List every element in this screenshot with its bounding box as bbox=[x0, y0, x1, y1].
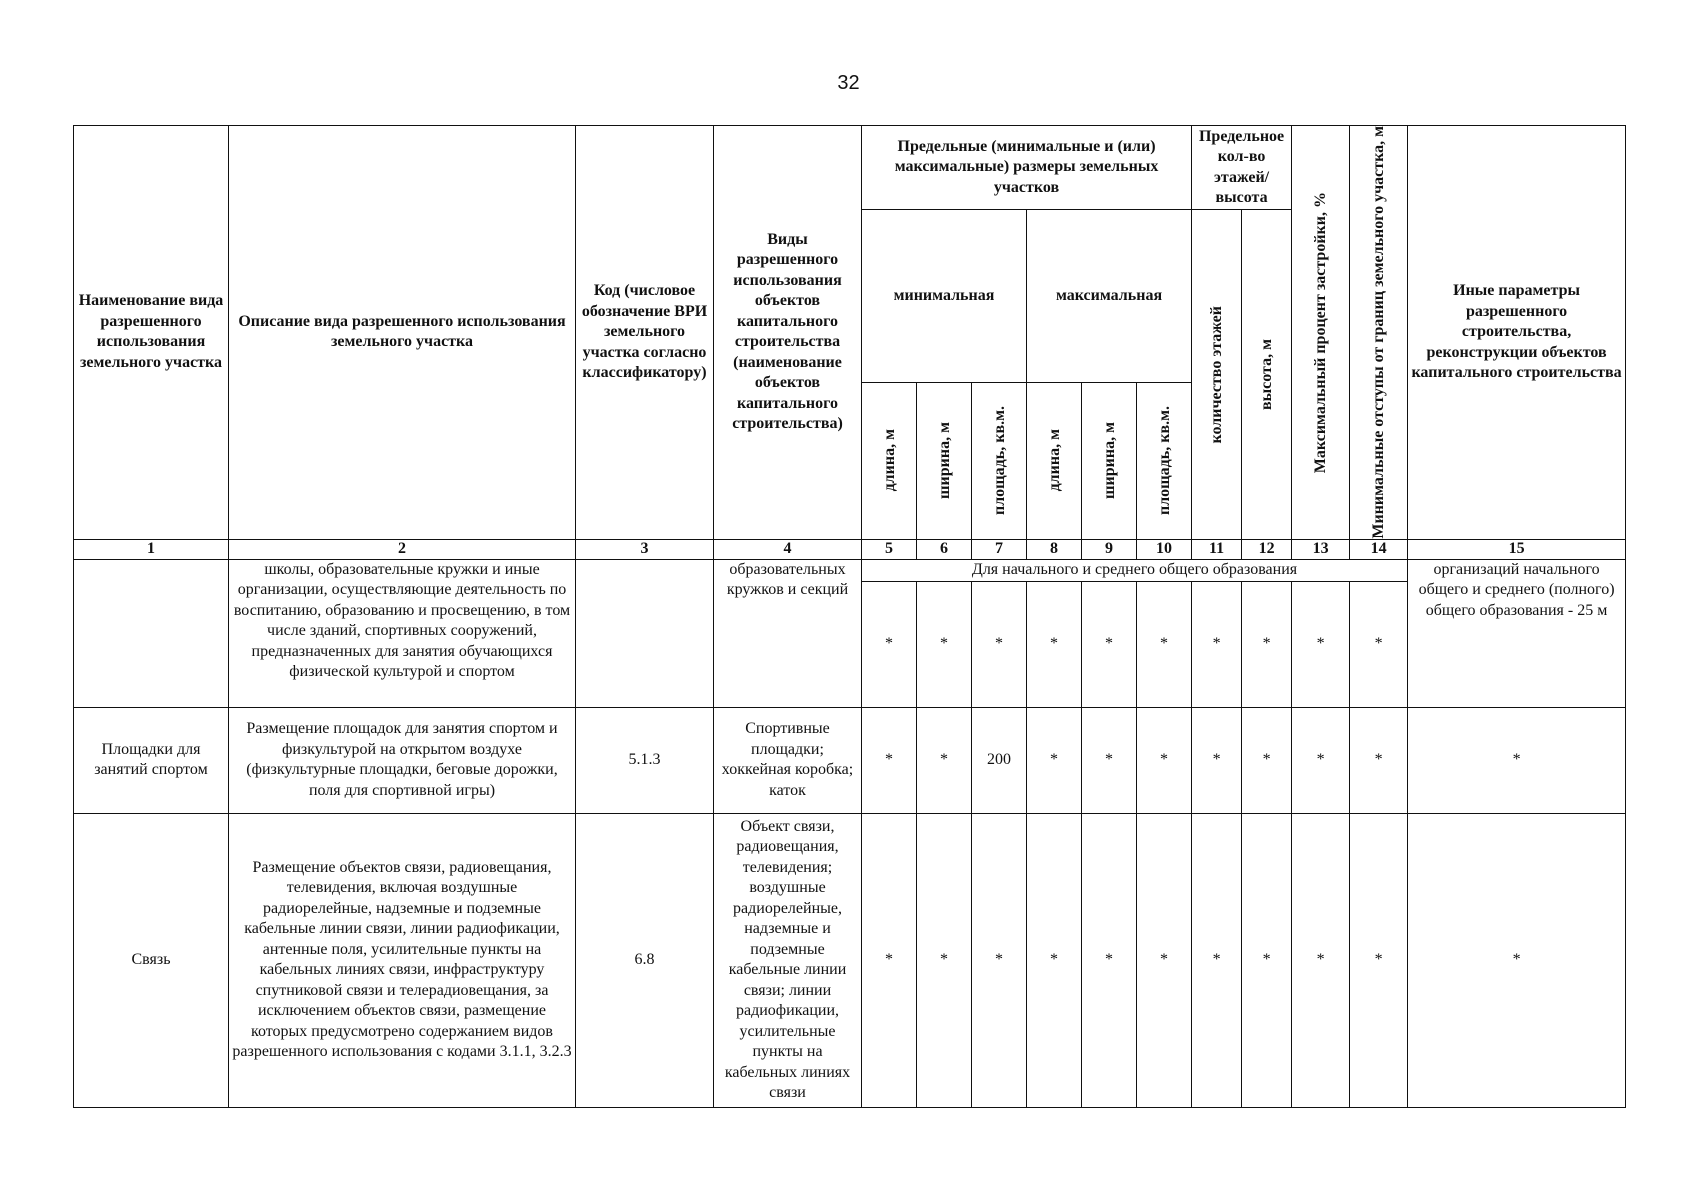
row-description: школы, образовательные кружки и иные организации, осуществляющие деятельность по воспитанию, образованию и просвещению, в том числе зданий, спортивных сооружений, предназначенных для занятия обучающихся физической культурой и спортом bbox=[229, 559, 576, 707]
header-code: Код (числовое обозначение ВРИ земельного участка согласно классификатору) bbox=[576, 126, 714, 540]
value-cell: * bbox=[862, 581, 917, 707]
header-max-length: длина, м bbox=[1027, 382, 1082, 539]
header-other-params: Иные параметры разрешенного строительства, реконструкции объектов капитального строительства bbox=[1408, 126, 1626, 540]
column-number: 12 bbox=[1242, 539, 1292, 559]
column-number: 11 bbox=[1192, 539, 1242, 559]
row-description: Размещение объектов связи, радиовещания, телевидения, включая воздушные радиорелейные, надземные и подземные кабельные линии связи, линии радиофикации, антенные поля, усилительные пункты на кабельных линиях связи, инфраструктуру спутниковой связи и телерадиовещания, за исключением объектов связи, размещение которых предусмотрено содержанием видов разрешенного использования с кодами 3.1.1, 3.2.3 bbox=[229, 813, 576, 1107]
row-other-params: * bbox=[1408, 707, 1626, 813]
value-cell: * bbox=[1192, 707, 1242, 813]
table-row bbox=[74, 707, 1626, 813]
row-objects: образовательных кружков и секций bbox=[714, 559, 862, 707]
column-number: 3 bbox=[576, 539, 714, 559]
row-code: 6.8 bbox=[576, 813, 714, 1107]
value-cell: * bbox=[1137, 813, 1192, 1107]
row-subheader: Для начального и среднего общего образования bbox=[862, 559, 1408, 581]
header-description: Описание вида разрешенного использования земельного участка bbox=[229, 126, 576, 540]
column-number: 10 bbox=[1137, 539, 1192, 559]
row-other-params: организаций начального общего и среднего (полного) общего образования - 25 м bbox=[1408, 559, 1626, 707]
value-cell: * bbox=[1137, 707, 1192, 813]
value-cell: * bbox=[1082, 581, 1137, 707]
value-cell: * bbox=[972, 813, 1027, 1107]
value-cell: * bbox=[1242, 813, 1292, 1107]
value-cell: * bbox=[862, 707, 917, 813]
column-number: 13 bbox=[1292, 539, 1350, 559]
header-floors: количество этажей bbox=[1192, 210, 1242, 540]
header-floors-group: Предельное кол-во этажей/ высота bbox=[1192, 126, 1292, 210]
header-plot-sizes: Предельные (минимальные и (или) максимальные) размеры земельных участков bbox=[862, 126, 1192, 210]
value-cell: * bbox=[1027, 581, 1082, 707]
value-cell: * bbox=[917, 581, 972, 707]
column-number: 2 bbox=[229, 539, 576, 559]
value-cell: 200 bbox=[972, 707, 1027, 813]
value-cell: * bbox=[1242, 581, 1292, 707]
column-number: 4 bbox=[714, 539, 862, 559]
value-cell: * bbox=[1192, 581, 1242, 707]
column-number: 6 bbox=[917, 539, 972, 559]
value-cell: * bbox=[1292, 707, 1350, 813]
header-maximal: максимальная bbox=[1027, 210, 1192, 383]
column-number: 9 bbox=[1082, 539, 1137, 559]
value-cell: * bbox=[1350, 581, 1408, 707]
value-cell: * bbox=[1242, 707, 1292, 813]
row-code bbox=[576, 559, 714, 707]
header-height: высота, м bbox=[1242, 210, 1292, 540]
column-numbers-row bbox=[74, 539, 1626, 559]
value-cell: * bbox=[1082, 707, 1137, 813]
value-cell: * bbox=[862, 813, 917, 1107]
column-number: 8 bbox=[1027, 539, 1082, 559]
column-number: 1 bbox=[74, 539, 229, 559]
header-name: Наименование вида разрешенного использования земельного участка bbox=[74, 126, 229, 540]
value-cell: * bbox=[917, 707, 972, 813]
header-minimal: минимальная bbox=[862, 210, 1027, 383]
zoning-parameters-table bbox=[73, 125, 1626, 1108]
header-min-area: площадь, кв.м. bbox=[972, 382, 1027, 539]
column-number: 15 bbox=[1408, 539, 1626, 559]
row-name: Связь bbox=[74, 813, 229, 1107]
page-number: 32 bbox=[837, 72, 860, 94]
header-max-percent: Максимальный процент застройки, % bbox=[1292, 126, 1350, 540]
value-cell: * bbox=[1350, 707, 1408, 813]
value-cell: * bbox=[1192, 813, 1242, 1107]
value-cell: * bbox=[1292, 813, 1350, 1107]
value-cell: * bbox=[1027, 813, 1082, 1107]
value-cell: * bbox=[1292, 581, 1350, 707]
table-row bbox=[74, 559, 1626, 581]
value-cell: * bbox=[1082, 813, 1137, 1107]
header-max-area: площадь, кв.м. bbox=[1137, 382, 1192, 539]
column-number: 7 bbox=[972, 539, 1027, 559]
table-row bbox=[74, 813, 1626, 1107]
header-objects: Виды разрешенного использования объектов капитального строительства (наименование объектов капитального строительства) bbox=[714, 126, 862, 540]
row-objects: Объект связи, радиовещания, телевидения; воздушные радиорелейные, надземные и подземные кабельные линии связи; линии радиофикации, усилительные пункты на кабельных линиях связи bbox=[714, 813, 862, 1107]
row-objects: Спортивные площадки; хоккейная коробка; каток bbox=[714, 707, 862, 813]
header-max-width: ширина, м bbox=[1082, 382, 1137, 539]
row-description: Размещение площадок для занятия спортом и физкультурой на открытом воздухе (физкультурные площадки, беговые дорожки, поля для спортивной игры) bbox=[229, 707, 576, 813]
value-cell: * bbox=[917, 813, 972, 1107]
column-number: 5 bbox=[862, 539, 917, 559]
row-name: Площадки для занятий спортом bbox=[74, 707, 229, 813]
value-cell: * bbox=[1137, 581, 1192, 707]
row-other-params: * bbox=[1408, 813, 1626, 1107]
header-min-length: длина, м bbox=[862, 382, 917, 539]
header-min-setbacks: Минимальные отступы от границ земельного участка, м bbox=[1350, 126, 1408, 540]
value-cell: * bbox=[1350, 813, 1408, 1107]
value-cell: * bbox=[1027, 707, 1082, 813]
row-code: 5.1.3 bbox=[576, 707, 714, 813]
row-name bbox=[74, 559, 229, 707]
column-number: 14 bbox=[1350, 539, 1408, 559]
value-cell: * bbox=[972, 581, 1027, 707]
header-min-width: ширина, м bbox=[917, 382, 972, 539]
